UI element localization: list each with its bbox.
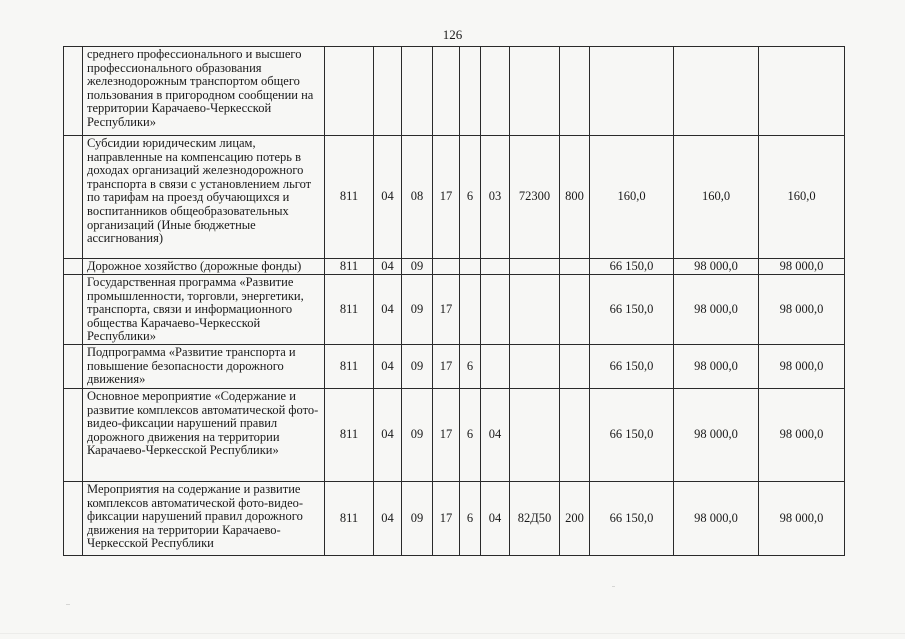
row-name: Государственная программа «Развитие промышленности, торговли, энергетики, транспорта, связи и информационного общества Карачаево-Черкесской Республики» [83,275,325,345]
code-subsection: 09 [402,388,433,481]
code-subprogram [460,259,481,275]
row-index-cell [64,259,83,275]
row-index-cell [64,344,83,388]
code-activity [481,259,510,275]
table-row [64,481,845,555]
code-expense-type: 800 [560,136,590,259]
table-row [64,275,845,345]
code-ministry: 811 [325,388,374,481]
code-direction [510,259,560,275]
code-direction [510,47,560,136]
row-index-cell [64,481,83,555]
sum-year-3: 98 000,0 [759,259,845,275]
sum-year-1 [590,47,674,136]
code-direction: 82Д50 [510,481,560,555]
table-row [64,259,845,275]
row-name: Основное мероприятие «Содержание и развитие комплексов автоматической фото-видео-фиксации нарушений правил дорожного движения на территории Карачаево-Черкесской Республики» [83,388,325,481]
row-name: Мероприятия на содержание и развитие комплексов автоматической фото-видео-фиксации нарушений правил дорожного движения на территории Карачаево-Черкесской Республики [83,481,325,555]
code-subsection: 08 [402,136,433,259]
code-ministry: 811 [325,344,374,388]
code-activity [481,344,510,388]
sum-year-3: 98 000,0 [759,275,845,345]
sum-year-2: 98 000,0 [674,388,759,481]
code-ministry: 811 [325,275,374,345]
code-subsection [402,47,433,136]
code-expense-type [560,259,590,275]
code-subsection: 09 [402,275,433,345]
budget-table [63,46,845,556]
code-ministry: 811 [325,481,374,555]
code-subprogram: 6 [460,344,481,388]
row-index-cell [64,136,83,259]
code-activity: 04 [481,481,510,555]
sum-year-2 [674,47,759,136]
sum-year-3: 98 000,0 [759,344,845,388]
sum-year-2: 160,0 [674,136,759,259]
code-direction [510,344,560,388]
sum-year-2: 98 000,0 [674,481,759,555]
code-expense-type: 200 [560,481,590,555]
code-section [374,47,402,136]
code-ministry: 811 [325,259,374,275]
code-subprogram [460,47,481,136]
sum-year-2: 98 000,0 [674,275,759,345]
sum-year-3: 98 000,0 [759,481,845,555]
code-direction [510,388,560,481]
code-section: 04 [374,388,402,481]
row-name: Подпрограмма «Развитие транспорта и повышение безопасности дорожного движения» [83,344,325,388]
code-section: 04 [374,275,402,345]
row-name: Дорожное хозяйство (дорожные фонды) [83,259,325,275]
code-section: 04 [374,344,402,388]
code-activity: 03 [481,136,510,259]
table-row [64,136,845,259]
row-index-cell [64,388,83,481]
sum-year-3: 160,0 [759,136,845,259]
code-subsection: 09 [402,344,433,388]
code-section: 04 [374,259,402,275]
row-name: Субсидии юридическим лицам, направленные на компенсацию потерь в доходах организаций железнодорожного транспорта в связи с установлением льгот по тарифам на проезд обучающихся и воспитанников общеобразовательных организаций (Иные бюджетные ассигнования) [83,136,325,259]
sum-year-1: 66 150,0 [590,481,674,555]
code-program [433,47,460,136]
sum-year-3: 98 000,0 [759,388,845,481]
code-ministry: 811 [325,136,374,259]
code-ministry [325,47,374,136]
code-direction [510,275,560,345]
code-subsection: 09 [402,259,433,275]
code-subprogram: 6 [460,136,481,259]
table-row [64,388,845,481]
scan-artifact [66,604,70,605]
code-subprogram: 6 [460,388,481,481]
code-subsection: 09 [402,481,433,555]
table-row [64,47,845,136]
code-program [433,259,460,275]
sum-year-1: 66 150,0 [590,388,674,481]
code-direction: 72300 [510,136,560,259]
code-program: 17 [433,136,460,259]
scan-artifact [612,586,615,587]
code-subprogram: 6 [460,481,481,555]
sum-year-1: 66 150,0 [590,259,674,275]
code-activity [481,275,510,345]
code-expense-type [560,275,590,345]
code-program: 17 [433,388,460,481]
code-expense-type [560,344,590,388]
code-activity [481,47,510,136]
table-row [64,344,845,388]
page-number: 126 [442,27,463,42]
sum-year-3 [759,47,845,136]
code-expense-type [560,47,590,136]
row-name: среднего профессионального и высшего профессионального образования железнодорожным транспортом общего пользования в пригородном сообщении на территории Карачаево-Черкесской Республики» [83,47,325,136]
scan-artifact [0,633,905,634]
code-program: 17 [433,481,460,555]
row-index-cell [64,47,83,136]
code-section: 04 [374,481,402,555]
sum-year-2: 98 000,0 [674,344,759,388]
sum-year-1: 160,0 [590,136,674,259]
row-index-cell [64,275,83,345]
sum-year-1: 66 150,0 [590,344,674,388]
code-section: 04 [374,136,402,259]
code-expense-type [560,388,590,481]
code-subprogram [460,275,481,345]
sum-year-1: 66 150,0 [590,275,674,345]
sum-year-2: 98 000,0 [674,259,759,275]
code-activity: 04 [481,388,510,481]
code-program: 17 [433,275,460,345]
code-program: 17 [433,344,460,388]
